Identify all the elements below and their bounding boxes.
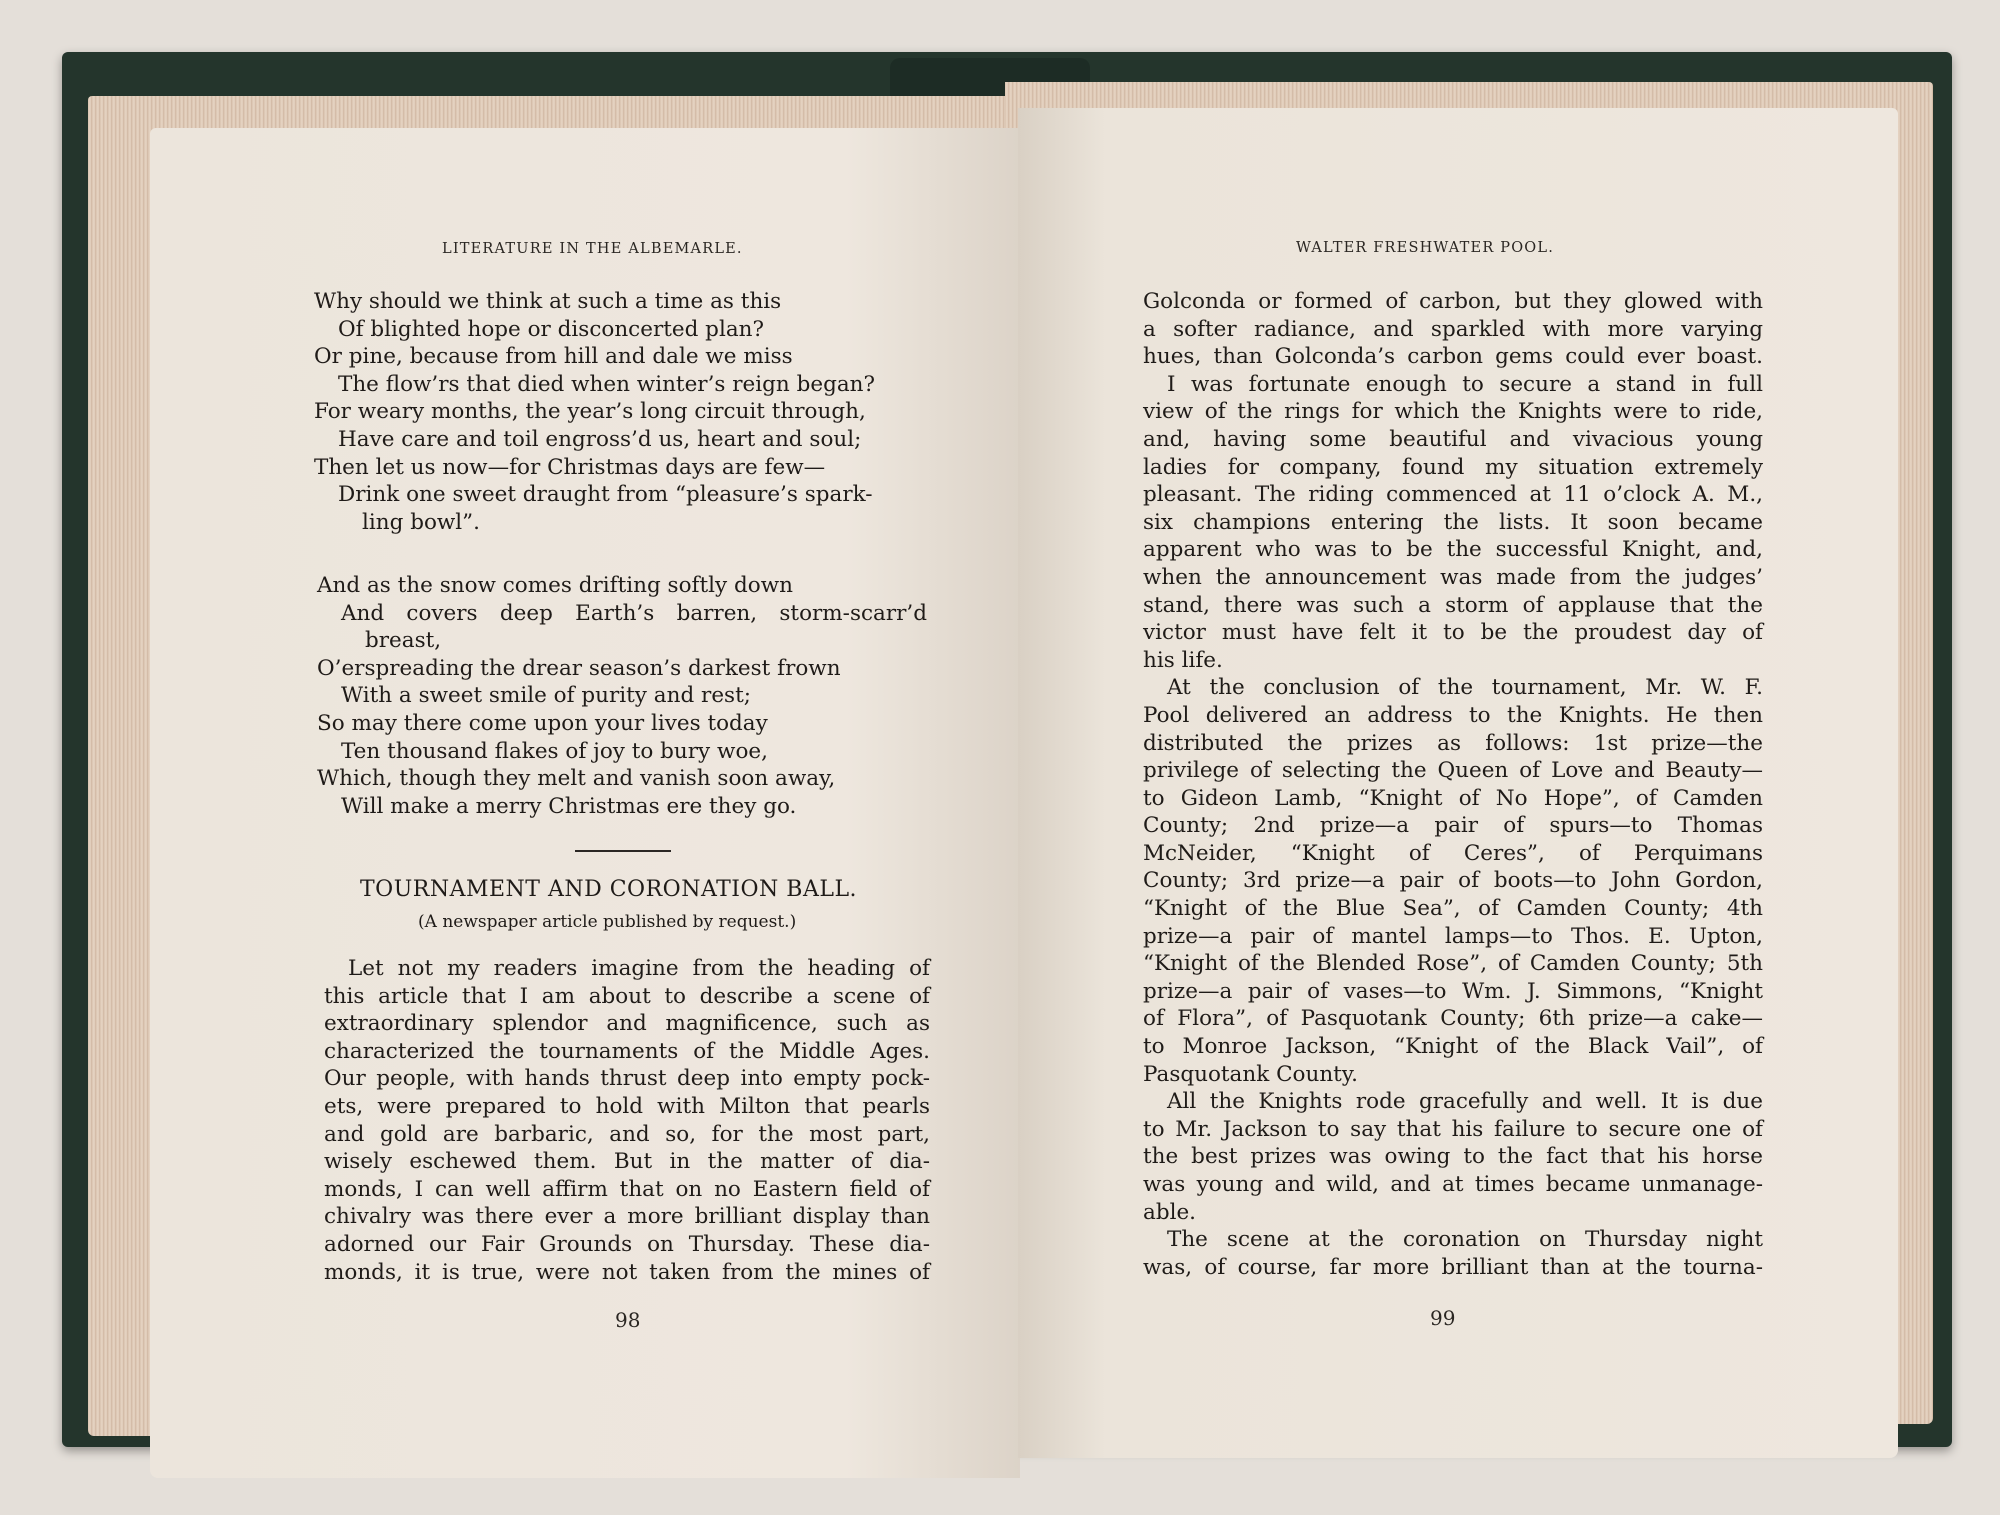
- poem-line: Will make a merry Christmas ere they go.: [341, 793, 797, 819]
- poem-line: Of blighted hope or disconcerted plan?: [338, 316, 765, 342]
- text-line: pleasant. The riding commenced at 11 o’clock A. M.,: [1143, 482, 1763, 508]
- text-line: I was fortunate enough to secure a stand in full: [1167, 371, 1763, 397]
- text-line: apparent who was to be the successful Knight, and,: [1143, 537, 1763, 563]
- section-title: TOURNAMENT AND CORONATION BALL.: [360, 877, 858, 902]
- text-line: his life.: [1143, 647, 1223, 673]
- article-line: wisely eschewed them. But in the matter of dia-: [324, 1149, 930, 1175]
- text-line: privilege of selecting the Queen of Love and Beauty—: [1143, 758, 1763, 784]
- text-line: a softer radiance, and sparkled with more varying: [1143, 316, 1763, 342]
- poem-line: For weary months, the year’s long circuit through,: [314, 399, 866, 425]
- poem-line: And as the snow comes drifting softly down: [317, 573, 793, 598]
- text-line: McNeider, “Knight of Ceres”, of Perquimans: [1143, 840, 1763, 866]
- article-line: monds, it is true, were not taken from the mines of: [324, 1259, 930, 1285]
- text-line: prize—a pair of mantel lamps—to Thos. E. Upton,: [1143, 923, 1763, 949]
- text-line: six champions entering the lists. It soon became: [1143, 509, 1763, 535]
- poem-line: O’erspreading the drear season’s darkest frown: [317, 655, 841, 681]
- article-line: adorned our Fair Grounds on Thursday. These dia-: [324, 1231, 930, 1257]
- poem-line: Have care and toil engross’d us, heart and soul;: [338, 426, 862, 452]
- poem-line: Or pine, because from hill and dale we miss: [314, 344, 793, 370]
- article-line: ets, were prepared to hold with Milton that pearls: [324, 1093, 930, 1119]
- poem-line: Drink one sweet draught from “pleasure’s spark-: [338, 482, 873, 508]
- text-line: At the conclusion of the tournament, Mr. W. F.: [1167, 675, 1763, 701]
- poem-line: Then let us now—for Christmas days are few—: [314, 454, 826, 480]
- right-page-body: [1143, 288, 1763, 1281]
- text-line: able.: [1143, 1199, 1197, 1225]
- poem-line: With a sweet smile of purity and rest;: [341, 683, 751, 709]
- text-line: Golconda or formed of carbon, but they glowed with: [1143, 289, 1763, 314]
- text-line: hues, than Golconda’s carbon gems could ever boast.: [1143, 344, 1763, 370]
- text-line: “Knight of the Blue Sea”, of Camden County; 4th: [1143, 896, 1763, 922]
- article-line: chivalry was there ever a more brilliant display than: [324, 1204, 930, 1230]
- poem-line: So may there come upon your lives today: [317, 710, 768, 736]
- text-line: view of the rings for which the Knights were to ride,: [1143, 399, 1763, 425]
- text-line: to Monroe Jackson, “Knight of the Black Vail”, of: [1143, 1034, 1763, 1060]
- text-line: All the Knights rode gracefully and well. It is due: [1167, 1089, 1763, 1115]
- text-line: prize—a pair of vases—to Wm. J. Simmons, “Knight: [1143, 978, 1763, 1004]
- poem-stanza-2: [317, 572, 927, 820]
- poem-line: Which, though they melt and vanish soon away,: [317, 766, 836, 792]
- text-line: stand, there was such a storm of applause that the: [1143, 592, 1763, 618]
- poem-line: ling bowl”.: [362, 509, 481, 535]
- text-line: Pool delivered an address to the Knights. He then: [1143, 702, 1763, 728]
- text-line: was, of course, far more brilliant than at the tourna-: [1143, 1254, 1763, 1280]
- text-line: distributed the prizes as follows: 1st prize—the: [1143, 730, 1763, 756]
- article-line: characterized the tournaments of the Middle Ages.: [324, 1038, 930, 1064]
- text-line: when the announcement was made from the judges’: [1143, 564, 1763, 590]
- text-line: was young and wild, and at times became unmanage-: [1143, 1172, 1763, 1197]
- article-line: monds, I can well affirm that on no Eastern field of: [324, 1176, 930, 1202]
- poem-line: And covers deep Earth’s barren, storm-scarr’d: [341, 600, 927, 626]
- poem-line: The flow’rs that died when winter’s reign began?: [338, 371, 876, 397]
- running-head-left: LITERATURE IN THE ALBEMARLE.: [442, 241, 743, 257]
- text-line: of Flora”, of Pasquotank County; 6th prize—a cake—: [1143, 1006, 1763, 1032]
- left-page: [150, 128, 1020, 1478]
- article-line: Let not my readers imagine from the heading of: [348, 956, 930, 981]
- section-subtitle: (A newspaper article published by request.): [418, 912, 797, 932]
- text-line: ladies for company, found my situation extremely: [1143, 454, 1763, 480]
- page-number-right: 99: [1430, 1306, 1456, 1330]
- article-line: extraordinary splendor and magnificence, such as: [324, 1011, 930, 1037]
- text-line: and, having some beautiful and vivacious young: [1143, 426, 1763, 452]
- article-line: this article that I am about to describe a scene of: [324, 983, 930, 1009]
- text-line: The scene at the coronation on Thursday night: [1167, 1227, 1763, 1253]
- article-body: [324, 955, 930, 1286]
- poem-line: Why should we think at such a time as this: [314, 289, 782, 314]
- section-divider: [575, 850, 671, 852]
- text-line: “Knight of the Blended Rose”, of Camden County; 5th: [1143, 951, 1763, 977]
- poem-line: Ten thousand flakes of joy to bury woe,: [341, 738, 768, 764]
- text-line: Pasquotank County.: [1143, 1061, 1358, 1087]
- text-line: victor must have felt it to be the proudest day of: [1143, 620, 1763, 646]
- article-line: Our people, with hands thrust deep into empty pock-: [324, 1066, 930, 1092]
- running-head-right: WALTER FRESHWATER POOL.: [1296, 240, 1555, 256]
- right-page: [1018, 108, 1898, 1458]
- poem-stanza-1: [314, 288, 924, 536]
- text-line: to Gideon Lamb, “Knight of No Hope”, of Camden: [1143, 785, 1763, 811]
- article-line: and gold are barbaric, and so, for the most part,: [324, 1121, 930, 1147]
- text-line: to Mr. Jackson to say that his failure to secure one of: [1143, 1116, 1763, 1142]
- text-line: County; 2nd prize—a pair of spurs—to Thomas: [1143, 813, 1763, 839]
- text-line: County; 3rd prize—a pair of boots—to John Gordon,: [1143, 868, 1763, 894]
- page-number-left: 98: [615, 1308, 641, 1332]
- poem-line: breast,: [365, 628, 442, 654]
- text-line: the best prizes was owing to the fact that his horse: [1143, 1144, 1763, 1170]
